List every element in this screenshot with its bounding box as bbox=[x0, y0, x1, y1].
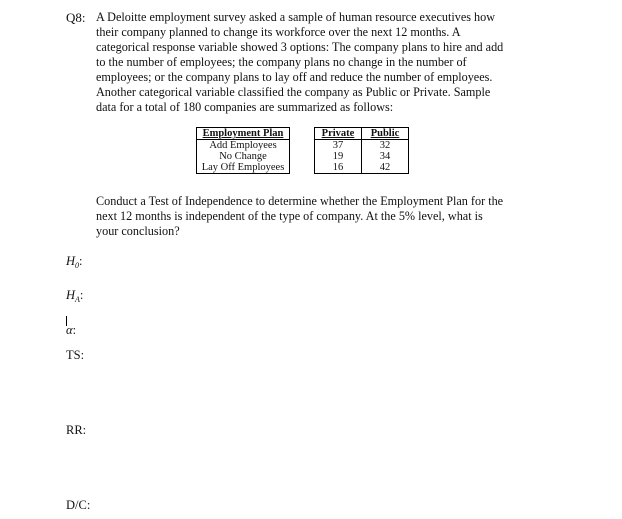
cell-private: 19 bbox=[315, 151, 362, 162]
header-public: Public bbox=[362, 128, 409, 140]
cell-plan: No Change bbox=[197, 151, 290, 162]
cell-private: 37 bbox=[315, 140, 362, 152]
question-line: categorical response variable showed 3 options: The company plans to hire and add bbox=[96, 40, 504, 54]
alpha-label: α: bbox=[66, 323, 77, 337]
question-line: to the number of employees; the company plans no change in the number of bbox=[96, 55, 467, 69]
instruction-line: next 12 months is independent of the type of company. At the 5% level, what is bbox=[96, 209, 483, 223]
question-line: employees; or the company plans to lay off and reduce the number of employees. bbox=[96, 70, 493, 84]
decision-conclusion-label: D/C: bbox=[66, 498, 91, 512]
question-line: their company planned to change its workforce over the next 12 months. A bbox=[96, 25, 461, 39]
table-row bbox=[197, 162, 409, 174]
table-row bbox=[197, 140, 409, 152]
question-line: data for a total of 180 companies are summarized as follows: bbox=[96, 100, 394, 114]
cell-plan: Add Employees bbox=[197, 140, 290, 152]
header-employment-plan: Employment Plan bbox=[197, 128, 290, 140]
null-hypothesis-label: $H_0$: bbox=[66, 254, 83, 270]
cell-private: 16 bbox=[315, 162, 362, 174]
cell-plan: Lay Off Employees bbox=[197, 162, 290, 174]
cell-public: 32 bbox=[362, 140, 409, 152]
question-line: A Deloitte employment survey asked a sample of human resource executives how bbox=[96, 10, 496, 24]
question-line: Another categorical variable classified the company as Public or Private. Sample bbox=[96, 85, 491, 99]
employment-table bbox=[196, 127, 409, 174]
question-number: Q8: bbox=[66, 10, 86, 25]
question-text bbox=[96, 10, 526, 115]
cell-public: 34 bbox=[362, 151, 409, 162]
table-row bbox=[197, 151, 409, 162]
cell-public: 42 bbox=[362, 162, 409, 174]
instruction-line: Conduct a Test of Independence to determine whether the Employment Plan for the bbox=[96, 194, 504, 208]
instruction-text bbox=[96, 194, 536, 239]
header-private: Private bbox=[315, 128, 362, 140]
rejection-region-label: RR: bbox=[66, 423, 87, 437]
alternative-hypothesis-label: $H_A$: bbox=[66, 288, 84, 304]
instruction-line: your conclusion? bbox=[96, 224, 180, 238]
test-statistic-label: TS: bbox=[66, 348, 85, 362]
